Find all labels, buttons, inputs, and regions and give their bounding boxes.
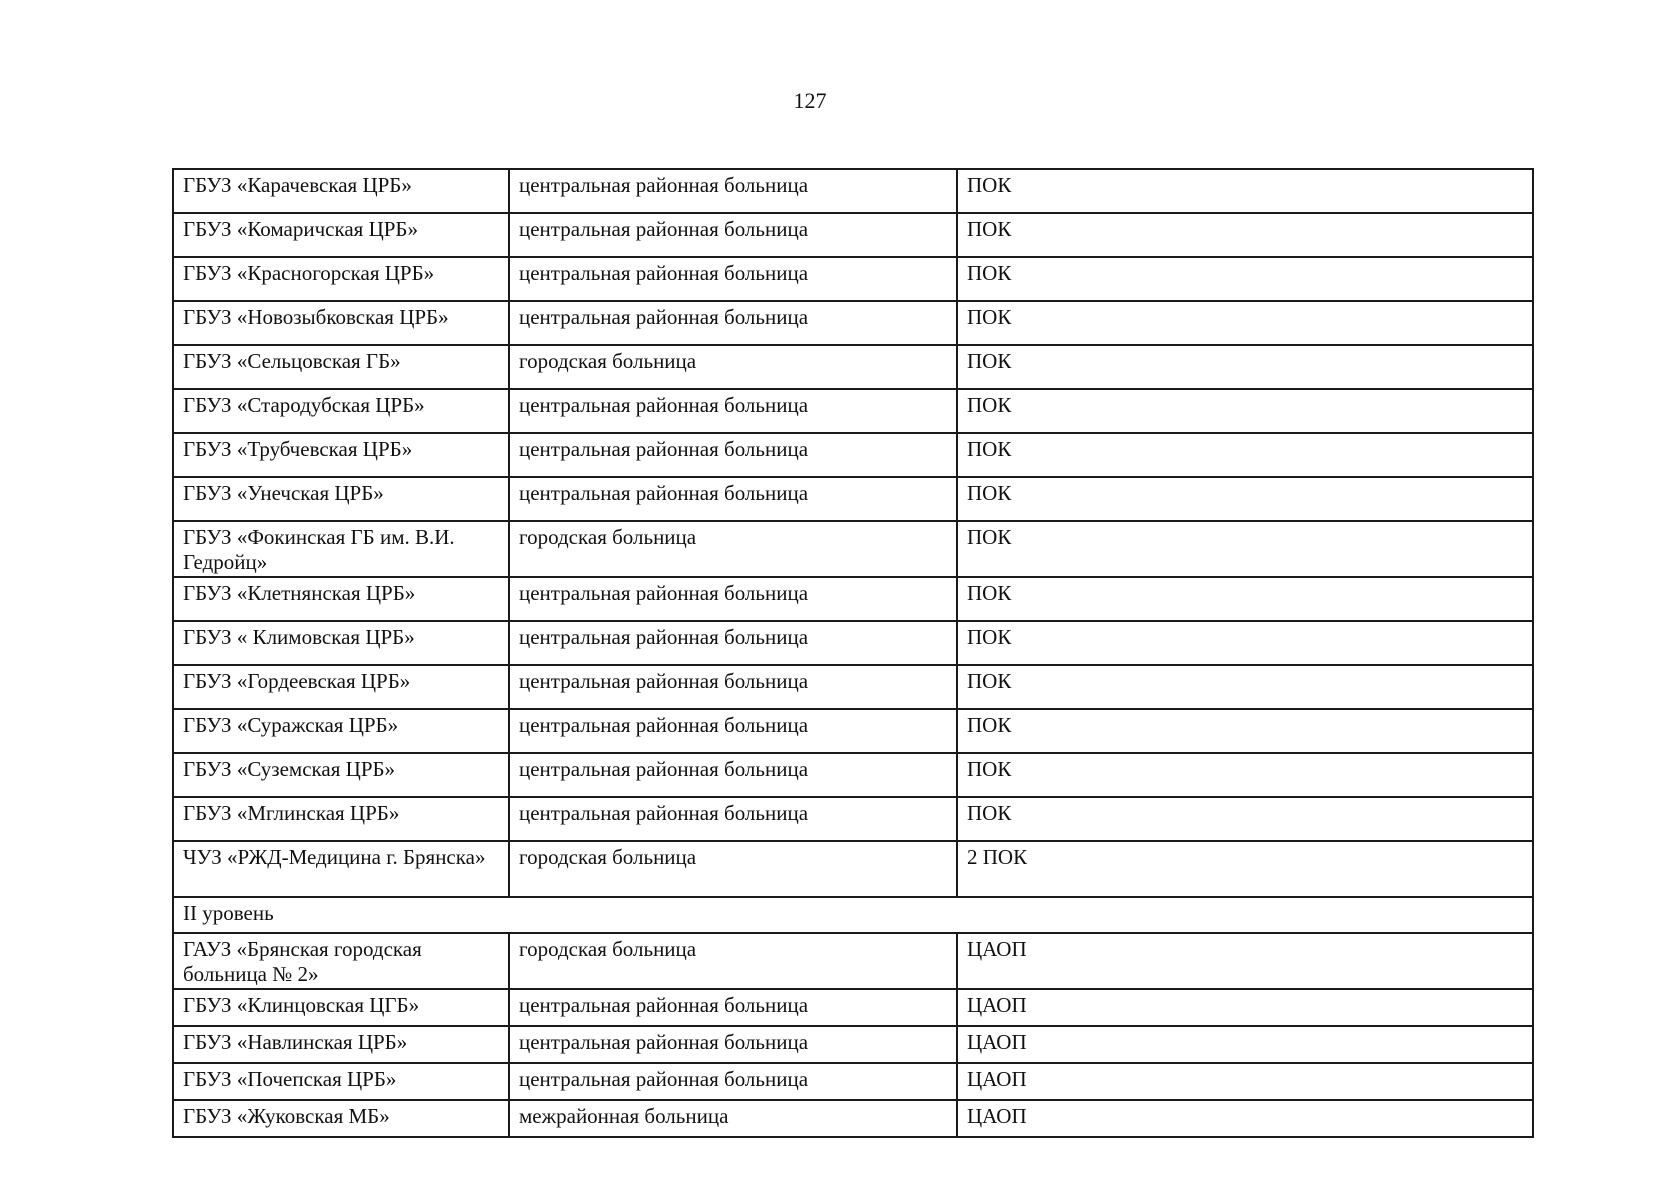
facility-category-cell: ПОК	[957, 345, 1533, 389]
facility-type-cell: центральная районная больница	[509, 1026, 957, 1063]
facilities-table	[172, 168, 1534, 1138]
facility-type-cell: центральная районная больница	[509, 301, 957, 345]
facility-category-cell: ПОК	[957, 709, 1533, 753]
facility-category-cell: ПОК	[957, 521, 1533, 577]
facility-type-cell: центральная районная больница	[509, 621, 957, 665]
facility-type-cell: центральная районная больница	[509, 709, 957, 753]
facility-type-cell: центральная районная больница	[509, 389, 957, 433]
table-row	[173, 301, 1533, 345]
facility-name-cell: ГБУЗ «Суземская ЦРБ»	[173, 753, 509, 797]
facility-type-cell: центральная районная больница	[509, 797, 957, 841]
table-row	[173, 345, 1533, 389]
table-row	[173, 257, 1533, 301]
facility-category-cell: ЦАОП	[957, 989, 1533, 1026]
facility-category-cell: ПОК	[957, 389, 1533, 433]
table-row	[173, 577, 1533, 621]
facility-name-cell: ГБУЗ «Почепская ЦРБ»	[173, 1063, 509, 1100]
table-row	[173, 753, 1533, 797]
table-row	[173, 797, 1533, 841]
facility-type-cell: центральная районная больница	[509, 577, 957, 621]
facility-name-cell: ГБУЗ «Стародубская ЦРБ»	[173, 389, 509, 433]
facility-name-cell: ГБУЗ «Унечская ЦРБ»	[173, 477, 509, 521]
facility-name-cell: ГБУЗ «Карачевская ЦРБ»	[173, 169, 509, 213]
facility-category-cell: ЦАОП	[957, 1026, 1533, 1063]
facility-name-cell: ГБУЗ « Климовская ЦРБ»	[173, 621, 509, 665]
table-row	[173, 389, 1533, 433]
facility-category-cell: ПОК	[957, 433, 1533, 477]
facility-type-cell: центральная районная больница	[509, 477, 957, 521]
facility-type-cell: городская больница	[509, 933, 957, 989]
facility-category-cell: ПОК	[957, 753, 1533, 797]
facility-name-cell: ЧУЗ «РЖД-Медицина г. Брянска»	[173, 841, 509, 897]
table-row	[173, 665, 1533, 709]
facility-category-cell: ЦАОП	[957, 933, 1533, 989]
facility-type-cell: центральная районная больница	[509, 665, 957, 709]
facility-type-cell: центральная районная больница	[509, 213, 957, 257]
facility-name-cell: ГБУЗ «Клинцовская ЦГБ»	[173, 989, 509, 1026]
facility-category-cell: ЦАОП	[957, 1063, 1533, 1100]
table-row	[173, 433, 1533, 477]
facility-name-cell: ГБУЗ «Красногорская ЦРБ»	[173, 257, 509, 301]
facility-category-cell: ПОК	[957, 213, 1533, 257]
table-row	[173, 1100, 1533, 1137]
table-row	[173, 933, 1533, 989]
facility-category-cell: ПОК	[957, 169, 1533, 213]
page-number: 127	[793, 88, 827, 113]
facility-name-cell: ГБУЗ «Мглинская ЦРБ»	[173, 797, 509, 841]
facility-type-cell: центральная районная больница	[509, 989, 957, 1026]
facility-type-cell: межрайонная больница	[509, 1100, 957, 1137]
facility-type-cell: центральная районная больница	[509, 753, 957, 797]
table-row	[173, 989, 1533, 1026]
facility-category-cell: ПОК	[957, 665, 1533, 709]
facility-name-cell: ГБУЗ «Навлинская ЦРБ»	[173, 1026, 509, 1063]
facility-name-cell: ГБУЗ «Суражская ЦРБ»	[173, 709, 509, 753]
section-row	[173, 897, 1533, 933]
facility-name-cell: ГАУЗ «Брянская городская больница № 2»	[173, 933, 509, 989]
facility-name-cell: ГБУЗ «Сельцовская ГБ»	[173, 345, 509, 389]
section-label: II уровень	[173, 897, 1533, 933]
table-row	[173, 709, 1533, 753]
table-row	[173, 841, 1533, 897]
facility-name-cell: ГБУЗ «Клетнянская ЦРБ»	[173, 577, 509, 621]
table-row	[173, 521, 1533, 577]
facility-category-cell: ПОК	[957, 577, 1533, 621]
table-row	[173, 169, 1533, 213]
facility-category-cell: ПОК	[957, 477, 1533, 521]
facility-type-cell: центральная районная больница	[509, 433, 957, 477]
facility-type-cell: городская больница	[509, 345, 957, 389]
facility-type-cell: центральная районная больница	[509, 169, 957, 213]
facility-type-cell: центральная районная больница	[509, 257, 957, 301]
facility-type-cell: городская больница	[509, 841, 957, 897]
facility-type-cell: центральная районная больница	[509, 1063, 957, 1100]
table-row	[173, 621, 1533, 665]
table-row	[173, 1063, 1533, 1100]
table-row	[173, 477, 1533, 521]
facility-name-cell: ГБУЗ «Жуковская МБ»	[173, 1100, 509, 1137]
facility-category-cell: ПОК	[957, 797, 1533, 841]
facility-name-cell: ГБУЗ «Комаричская ЦРБ»	[173, 213, 509, 257]
facility-name-cell: ГБУЗ «Фокинская ГБ им. В.И. Гедройц»	[173, 521, 509, 577]
facility-name-cell: ГБУЗ «Новозыбковская ЦРБ»	[173, 301, 509, 345]
facility-category-cell: ПОК	[957, 257, 1533, 301]
facility-name-cell: ГБУЗ «Трубчевская ЦРБ»	[173, 433, 509, 477]
facility-category-cell: ПОК	[957, 301, 1533, 345]
table-row	[173, 213, 1533, 257]
facility-name-cell: ГБУЗ «Гордеевская ЦРБ»	[173, 665, 509, 709]
facilities-table-body	[173, 169, 1533, 1137]
facility-category-cell: 2 ПОК	[957, 841, 1533, 897]
table-row	[173, 1026, 1533, 1063]
facility-category-cell: ЦАОП	[957, 1100, 1533, 1137]
facility-type-cell: городская больница	[509, 521, 957, 577]
facility-category-cell: ПОК	[957, 621, 1533, 665]
